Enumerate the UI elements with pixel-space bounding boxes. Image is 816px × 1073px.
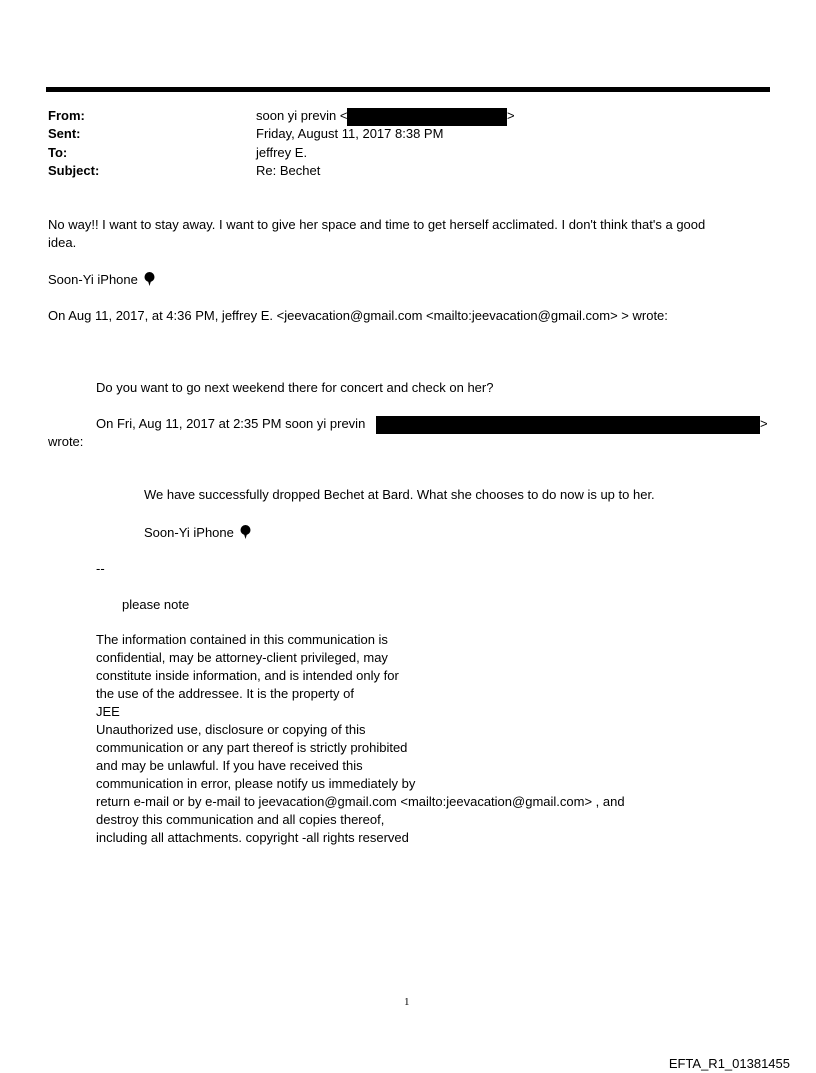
disclaimer-line: The information contained in this communication is: [96, 632, 388, 647]
separator: --: [96, 561, 105, 576]
signature: [48, 271, 155, 289]
disclaimer-line: and may be unlawful. If you have received this: [96, 758, 363, 773]
reply-line-2: idea.: [48, 235, 77, 250]
disclaimer-line: Unauthorized use, disclosure or copying of this: [96, 722, 366, 737]
redaction-block: [347, 108, 507, 126]
quote2-signature: [144, 524, 251, 542]
disclaimer-line: confidential, may be attorney-client privileged, may: [96, 650, 388, 665]
subject-label: Subject:: [48, 163, 100, 178]
quote2-attribution: On Fri, Aug 11, 2017 at 2:35 PM soon yi previn: [96, 416, 366, 431]
sent-label: Sent:: [48, 126, 81, 141]
document-id: EFTA_R1_01381455: [668, 1056, 790, 1071]
disclaimer-line: the use of the addressee. It is the property of: [96, 686, 354, 701]
sent-value: Friday, August 11, 2017 8:38 PM: [256, 126, 444, 141]
to-value: jeffrey E.: [256, 145, 308, 160]
quote2-wrote: wrote:: [48, 434, 84, 449]
from-label: From:: [48, 108, 85, 123]
subject-value: Re: Bechet: [256, 163, 321, 178]
disclaimer-line: including all attachments. copyright -all rights reserved: [96, 830, 409, 845]
quote2-text: We have successfully dropped Bechet at Bard. What she chooses to do now is up to her.: [144, 487, 655, 502]
page-number: 1: [404, 996, 410, 1008]
quote1-text: Do you want to go next weekend there for concert and check on her?: [96, 380, 494, 395]
to-label: To:: [48, 145, 68, 160]
from-name: soon yi previn <: [256, 108, 348, 123]
pushpin-icon: [144, 272, 155, 286]
disclaimer-line: communication in error, please notify us immediately by: [96, 776, 416, 791]
header-rule: [46, 87, 770, 92]
from-value: [256, 108, 347, 123]
disclaimer-line: return e-mail or by e-mail to jeevacation@gmail.com <mailto:jeevacation@gmail.com> , and: [96, 794, 625, 809]
disclaimer-line: JEE: [96, 704, 120, 719]
quote2-signature-text: Soon-Yi iPhone: [144, 525, 234, 540]
disclaimer-line: communication or any part thereof is strictly prohibited: [96, 740, 408, 755]
reply-line-1: No way!! I want to stay away. I want to give her space and time to get herself acclimated. I don't think that's a good: [48, 217, 706, 232]
please-note: please note: [122, 597, 190, 612]
disclaimer-line: constitute inside information, and is intended only for: [96, 668, 399, 683]
disclaimer-line: destroy this communication and all copies thereof,: [96, 812, 385, 827]
signature-text: Soon-Yi iPhone: [48, 272, 138, 287]
redaction-block: [376, 416, 760, 434]
quote1-attribution: On Aug 11, 2017, at 4:36 PM, jeffrey E. <jeevacation@gmail.com <mailto:jeevacation@gmail.com> > wrote:: [48, 308, 668, 323]
pushpin-icon: [240, 525, 251, 539]
quote2-tail: >: [760, 416, 768, 431]
disclaimer: [96, 631, 625, 847]
from-tail: >: [507, 108, 515, 123]
